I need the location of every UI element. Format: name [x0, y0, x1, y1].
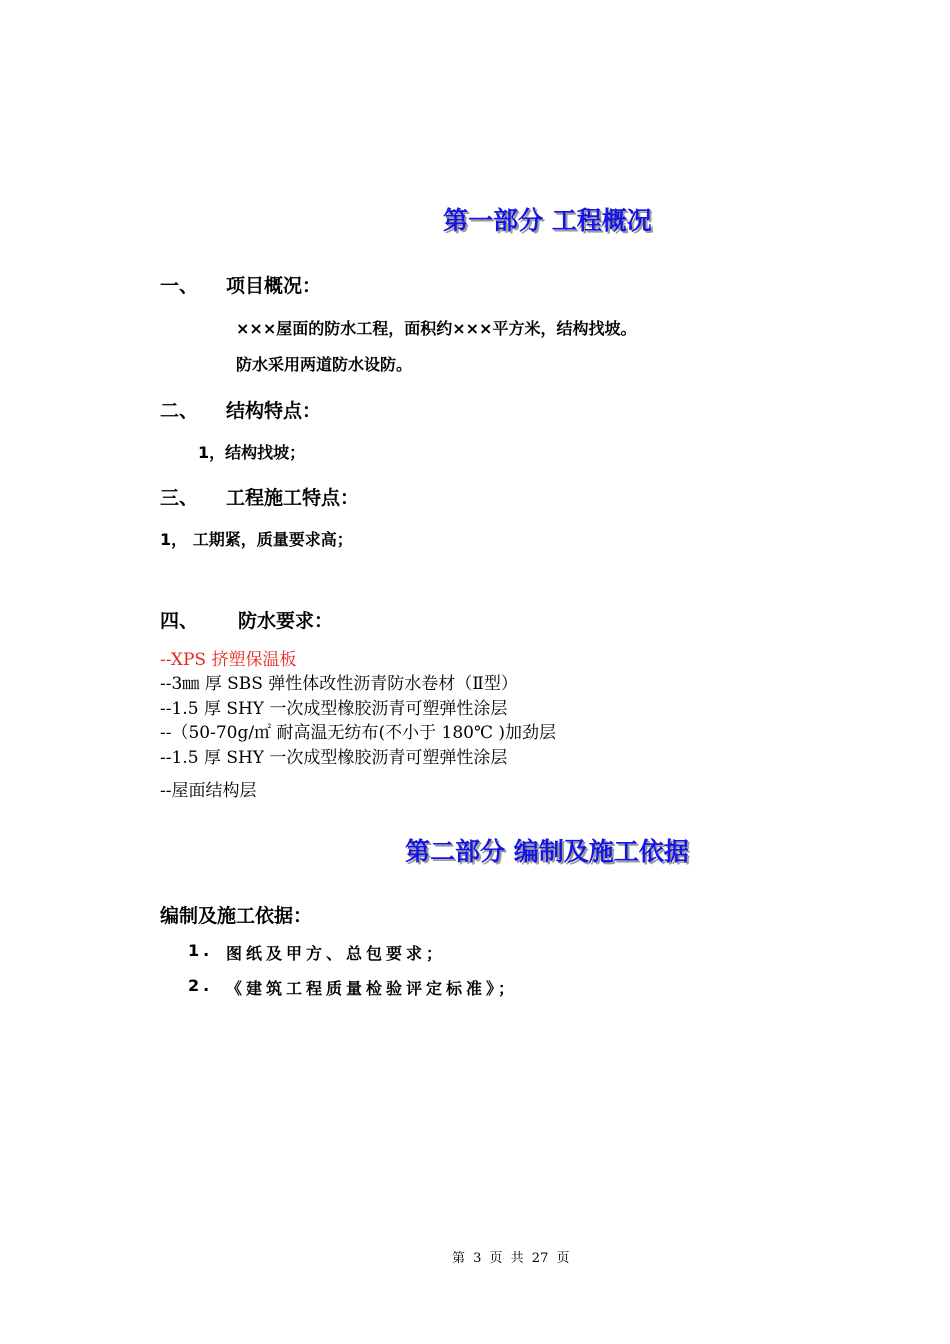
section3-number: 三、: [160, 487, 199, 509]
basis-item-1-number: 1.: [188, 941, 214, 960]
layer-item-2: --3㎜ 厚 SBS 弹性体改性沥青防水卷材（Ⅱ型）: [160, 674, 518, 694]
part2-title: 第二部分 编制及施工依据: [405, 837, 689, 866]
section1-heading: 项目概况：: [226, 275, 322, 297]
basis-item-1-text: 图纸及甲方、总包要求；: [226, 944, 447, 963]
section1-line-2: 防水采用两道防水设防。: [236, 355, 413, 374]
layer-item-6: --屋面结构层: [160, 781, 257, 801]
layer-item-1: --XPS 挤塑保温板: [160, 650, 297, 670]
section3-item: 1， 工期紧，质量要求高；: [160, 530, 353, 549]
part1-title: 第一部分 工程概况: [443, 206, 652, 235]
section1-number: 一、: [160, 275, 199, 297]
section3-heading: 工程施工特点：: [226, 487, 360, 509]
section4-number: 四、: [160, 610, 199, 632]
section2-number: 二、: [160, 400, 199, 422]
basis-item-2-text: 《建筑工程质量检验评定标准》；: [226, 979, 519, 998]
section2-item: 1，结构找坡；: [198, 443, 306, 462]
section4-heading: 防水要求：: [238, 610, 334, 632]
section2-heading: 结构特点：: [226, 400, 322, 422]
part2-heading: 编制及施工依据：: [160, 905, 313, 927]
layer-item-3: --1.5 厚 SHY 一次成型橡胶沥青可塑弹性涂层: [160, 699, 508, 719]
layer-item-4: --（50-70g/㎡ 耐高温无纺布(不小于 180℃ )加劲层: [160, 723, 557, 743]
section1-line-1: ×××屋面的防水工程，面积约×××平方米，结构找坡。: [236, 319, 637, 338]
layer-item-5: --1.5 厚 SHY 一次成型橡胶沥青可塑弹性涂层: [160, 748, 508, 768]
page-footer: 第 3 页 共 27 页: [452, 1251, 570, 1266]
basis-item-2-number: 2.: [188, 976, 214, 995]
